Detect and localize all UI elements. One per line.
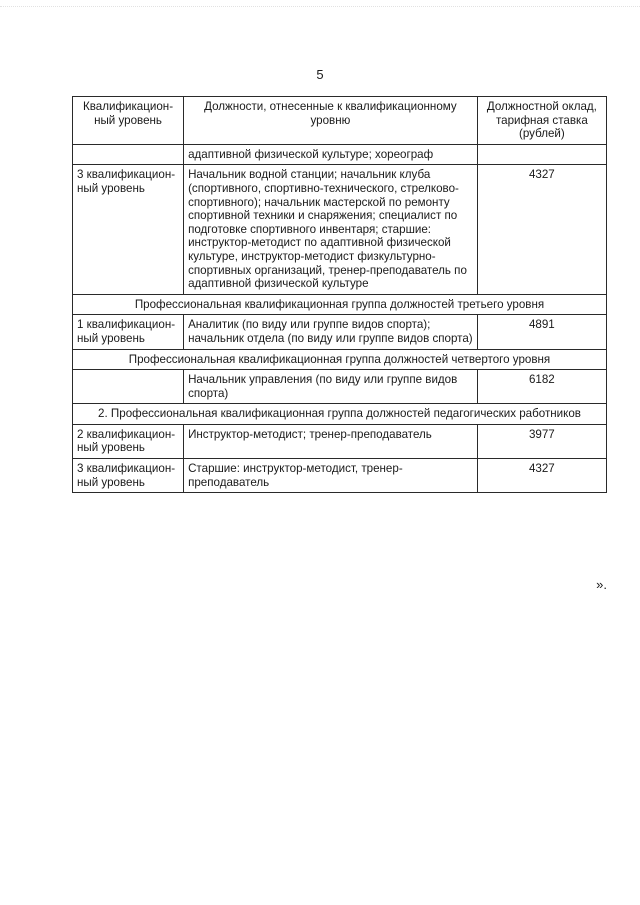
cell-positions: Начальник управления (по виду или группе видов спорта) bbox=[184, 370, 478, 404]
cell-level: 1 квалификацион-ный уровень bbox=[73, 315, 184, 349]
header-positions: Должности, отнесенные к квалификационному уровню bbox=[184, 97, 478, 145]
table-header-row bbox=[73, 97, 607, 145]
group-title: Профессиональная квалификационная группа должностей третьего уровня bbox=[73, 294, 607, 315]
cell-positions: адаптивной физической культуре; хореограф bbox=[184, 144, 478, 165]
table-row bbox=[73, 165, 607, 294]
page-number: 5 bbox=[316, 67, 324, 82]
cell-level bbox=[73, 144, 184, 165]
cell-salary: 3977 bbox=[477, 424, 606, 458]
header-salary: Должностной оклад, тарифная ставка (рублей) bbox=[477, 97, 606, 145]
cell-salary: 6182 bbox=[477, 370, 606, 404]
table-row bbox=[73, 370, 607, 404]
qualification-table bbox=[72, 96, 607, 493]
table-row bbox=[73, 459, 607, 493]
group-title: Профессиональная квалификационная группа должностей четвертого уровня bbox=[73, 349, 607, 370]
table-row bbox=[73, 144, 607, 165]
cell-level bbox=[73, 370, 184, 404]
table-row bbox=[73, 315, 607, 349]
header-level: Квалификацион-ный уровень bbox=[73, 97, 184, 145]
cell-salary: 4891 bbox=[477, 315, 606, 349]
table-row bbox=[73, 424, 607, 458]
cell-positions: Инструктор-методист; тренер-преподаватель bbox=[184, 424, 478, 458]
closing-quote-mark: ». bbox=[596, 577, 607, 592]
group-header-row bbox=[73, 294, 607, 315]
cell-salary: 4327 bbox=[477, 459, 606, 493]
cell-level: 3 квалификацион-ный уровень bbox=[73, 165, 184, 294]
group-header-row bbox=[73, 404, 607, 425]
cell-salary: 4327 bbox=[477, 165, 606, 294]
group-title: 2. Профессиональная квалификационная группа должностей педагогических работников bbox=[73, 404, 607, 425]
cell-positions: Старшие: инструктор-методист, тренер-преподаватель bbox=[184, 459, 478, 493]
cell-positions: Начальник водной станции; начальник клуба (спортивного, спортивно-технического, стрелково-спортивного); начальник мастерской по ремонту спортивной техники и снаряжения; специалист по подготовке спортивного инвентаря; старшие: инструктор-методист по адаптивной физической культуре, инструктор-методист физкультурно-спортивных организаций, тренер-преподаватель по адаптивной физической культуре bbox=[184, 165, 478, 294]
cell-level: 2 квалификацион-ный уровень bbox=[73, 424, 184, 458]
cell-salary bbox=[477, 144, 606, 165]
cell-level: 3 квалификацион-ный уровень bbox=[73, 459, 184, 493]
group-header-row bbox=[73, 349, 607, 370]
cell-positions: Аналитик (по виду или группе видов спорта); начальник отдела (по виду или группе видов спорта) bbox=[184, 315, 478, 349]
scan-noise-line bbox=[0, 6, 640, 9]
